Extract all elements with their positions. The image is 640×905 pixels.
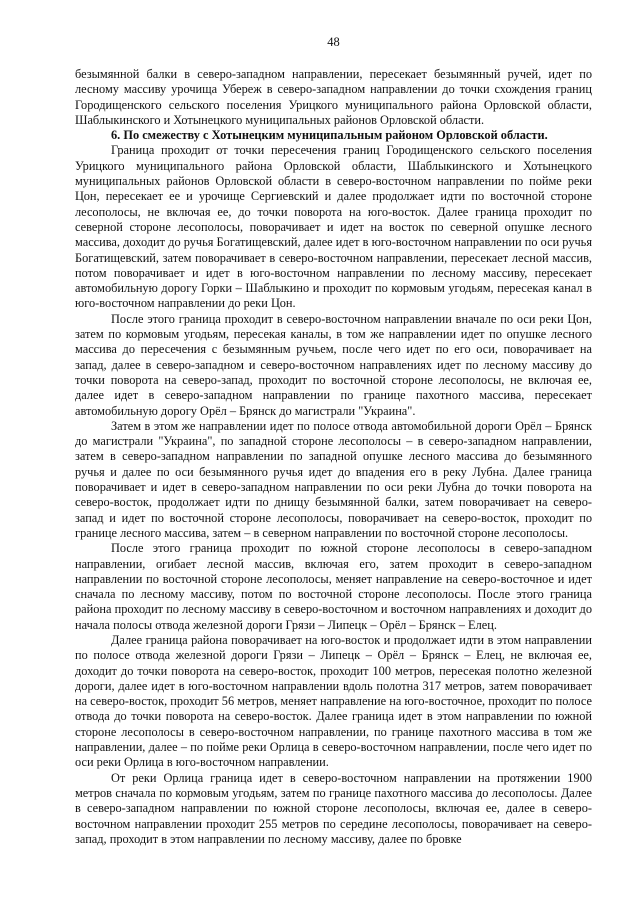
paragraph: Затем в этом же направлении идет по полосе отвода автомобильной дороги Орёл – Брянск до магистрали "Украина", по западной стороне лесополосы – в северо-западном направлении, затем в северо-западном направлении по западной опушке лесного массива до безымянного ручья и далее по оси безымянного ручья идет до впадения его в реку Лубна. Далее граница поворачивает и идет в северо-западном направлении по оси реки Лубна до точки поворота на северо-восток, продолжает идти по днищу безымянной балки, затем поворачивает на северо-запад и идет по восточной стороне лесополосы, поворачивает на северо-восток, проходит по границе лесного массива, затем – в северном направлении по восточной стороне лесополосы. — [75, 418, 592, 540]
paragraph: После этого граница проходит в северо-восточном направлении вначале по оси реки Цон, затем по кормовым угодьям, пересекая каналы, в том же направлении идет по опушке лесного массива до пересечения с безымянным ручьем, после чего идет по его оси, поворачивает на запад, далее в северо-западном и северо-восточном направлениях идет по лесному массиву до точки поворота на северо-запад, проходит по восточной стороне лесополосы, не включая ее, далее идет в северо-западном направлении по границе пахотного массива, пересекает автомобильную дорогу Орёл – Брянск до магистрали "Украина". — [75, 311, 592, 418]
paragraph: Далее граница района поворачивает на юго-восток и продолжает идти в этом направлении по полосе отвода железной дороги Грязи – Липецк – Орёл – Брянск – Елец, не включая ее, доходит до точки поворота на северо-восток, проходит 100 метров, пересекая полотно железной дороги, далее идет в юго-восточном направлении вдоль полотна 317 метров, затем поворачивает на северо-восток, проходит 56 метров, меняет направление на юго-восточное, проходит по полосе отвода до точки поворота на северо-восток. Далее граница идет в этом направлении по южной стороне лесополосы в северо-восточном направлении, по границе пахотного массива в том же направлении, далее – по пойме реки Орлица в северо-восточном направлении, после чего идет по оси реки Орлица в юго-восточном направлении. — [75, 632, 592, 770]
page-number: 48 — [327, 35, 340, 49]
document-body — [75, 67, 592, 847]
section-heading: 6. По смежеству с Хотынецким муниципальным районом Орловской области. — [111, 128, 548, 143]
paragraph: От реки Орлица граница идет в северо-восточном направлении на протяжении 1900 метров сначала по кормовым угодьям, затем по границе пахотного массива до лесополосы. Далее в северо-западном направлении по южной стороне лесополосы, включая ее, далее в северо-восточном направлении проходит 255 метров по середине лесополосы, поворачивает на северо-запад, проходит в этом направлении по лесному массиву, далее по бровке — [75, 770, 592, 846]
paragraph: Граница проходит от точки пересечения границ Городищенского сельского поселения Урицкого муниципального района Орловской области, Шаблыкинского и Хотынецкого муниципальных районов Орловской области в северо-восточном направлении по пойме реки Цон, пересекает ее и урочище Сергиевский и далее продолжает идти по восточной стороне лесополосы, не включая ее, до точки поворота на юго-восток. Далее граница проходит по северной стороне лесополосы, поворачивает и идет на восток по северной опушке лесного массива, доходит до ручья Богатищевский, далее идет в юго-восточном направлении по оси ручья Богатищевский, затем поворачивает в северо-восточном направлении, пересекает лесной массив, потом поворачивает и идет в юго-восточном направлении по лесному массиву, пересекает автомобильную дорогу Горки – Шаблыкино и проходит по кормовым угодьям, пересекая канал в юго-восточном направлении до реки Цон. — [75, 143, 592, 311]
paragraph: После этого граница проходит по южной стороне лесополосы в северо-западном направлении, огибает лесной массив, включая его, затем проходит в северо-западном направлении по восточной стороне лесополосы, меняет направление на северо-восточное и идет сначала по лесному массиву, потом по восточной стороне лесополосы. После этого граница района проходит по лесному массиву в северо-восточном и восточном направлениях и доходит до начала полосы отвода железной дороги Грязи – Липецк – Орёл – Брянск – Елец. — [75, 541, 592, 632]
paragraph-continuation: безымянной балки в северо-западном направлении, пересекает безымянный ручей, идет по лесному массиву урочища Убереж в северо-западном направлении до точки схождения границ Городищенского сельского поселения Урицкого муниципального района Орловской области, Шаблыкинского и Хотынецкого муниципальных районов Орловской области. — [75, 67, 592, 127]
